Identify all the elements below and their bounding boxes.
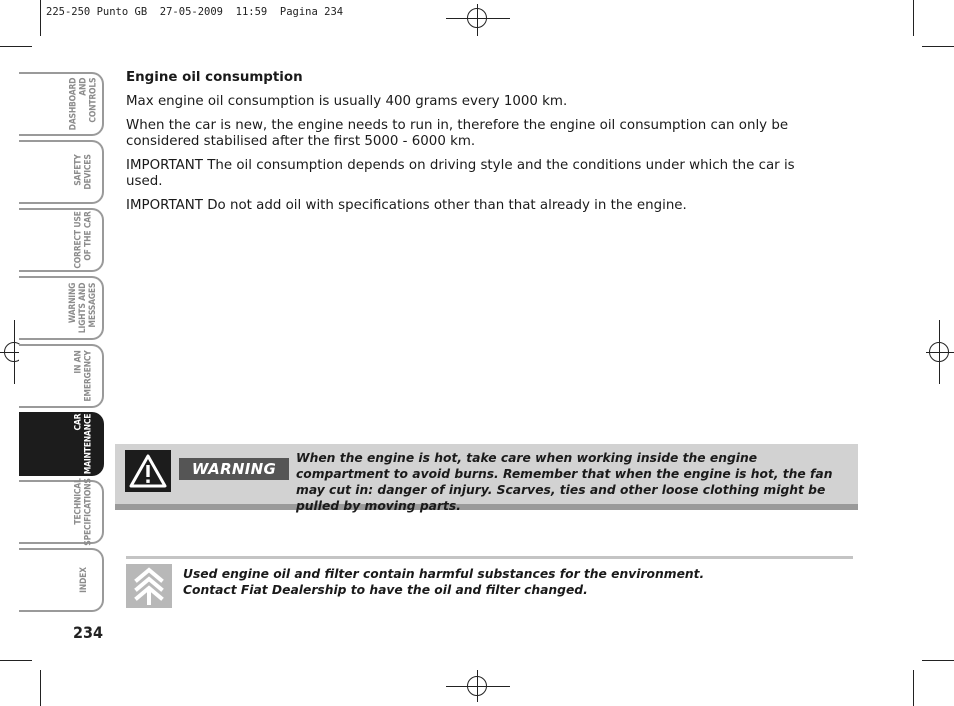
warning-triangle-icon <box>125 450 171 492</box>
tab-label: TECHNICAL SPECIFICATIONS <box>73 478 94 546</box>
section-title: Engine oil consumption <box>126 70 303 85</box>
tab-safety-devices[interactable] <box>19 140 104 204</box>
print-header: 225-250 Punto GB 27-05-2009 11:59 Pagina 234 <box>46 6 344 18</box>
tab-label: CORRECT USE OF THE CAR <box>73 211 94 269</box>
paragraph: IMPORTANT Do not add oil with specifications other than that already in the engine. <box>126 198 687 213</box>
tab-label: WARNING LIGHTS AND MESSAGES <box>68 282 99 334</box>
tab-label: CAR MAINTENANCE <box>73 413 94 475</box>
environment-arrows-icon <box>126 564 172 608</box>
tab-car-maintenance[interactable] <box>19 412 104 476</box>
main-content <box>126 70 826 222</box>
environment-note-line: Used engine oil and filter contain harmful substances for the environment. <box>183 567 705 581</box>
page-number: 234 <box>73 623 104 642</box>
tab-label: INDEX <box>78 567 89 593</box>
tab-correct-use-of-the-car[interactable] <box>19 208 104 272</box>
divider <box>126 556 853 559</box>
tab-label: IN AN EMERGENCY <box>73 350 94 402</box>
paragraph: Max engine oil consumption is usually 400 grams every 1000 km. <box>126 94 568 109</box>
tab-index[interactable] <box>19 548 104 612</box>
warning-text: When the engine is hot, take care when working inside the engine compartment to avoid burns. Remember that when the engine is hot, the fan may cut in: danger of injury. Scarves, ties and other loose clothing might be pulled by moving parts. <box>296 451 833 513</box>
tab-in-an-emergency[interactable] <box>19 344 104 408</box>
warning-box <box>115 444 858 513</box>
environment-note <box>183 566 843 598</box>
paragraph: IMPORTANT The oil consumption depends on driving style and the conditions under which the car is used. <box>126 158 795 189</box>
tab-label: SAFETY DEVICES <box>73 154 94 190</box>
paragraph: When the car is new, the engine needs to run in, therefore the engine oil consumption can only be considered stabilised after the first 5000 - 6000 km. <box>126 118 789 149</box>
environment-note-line: Contact Fiat Dealership to have the oil and filter changed. <box>183 583 588 597</box>
tab-dashboard-and-controls[interactable] <box>19 72 104 136</box>
tab-warning-lights-and-messages[interactable] <box>19 276 104 340</box>
warning-badge: WARNING <box>179 458 289 480</box>
tab-technical-specifications[interactable] <box>19 480 104 544</box>
tab-label: DASHBOARD AND CONTROLS <box>68 77 99 131</box>
